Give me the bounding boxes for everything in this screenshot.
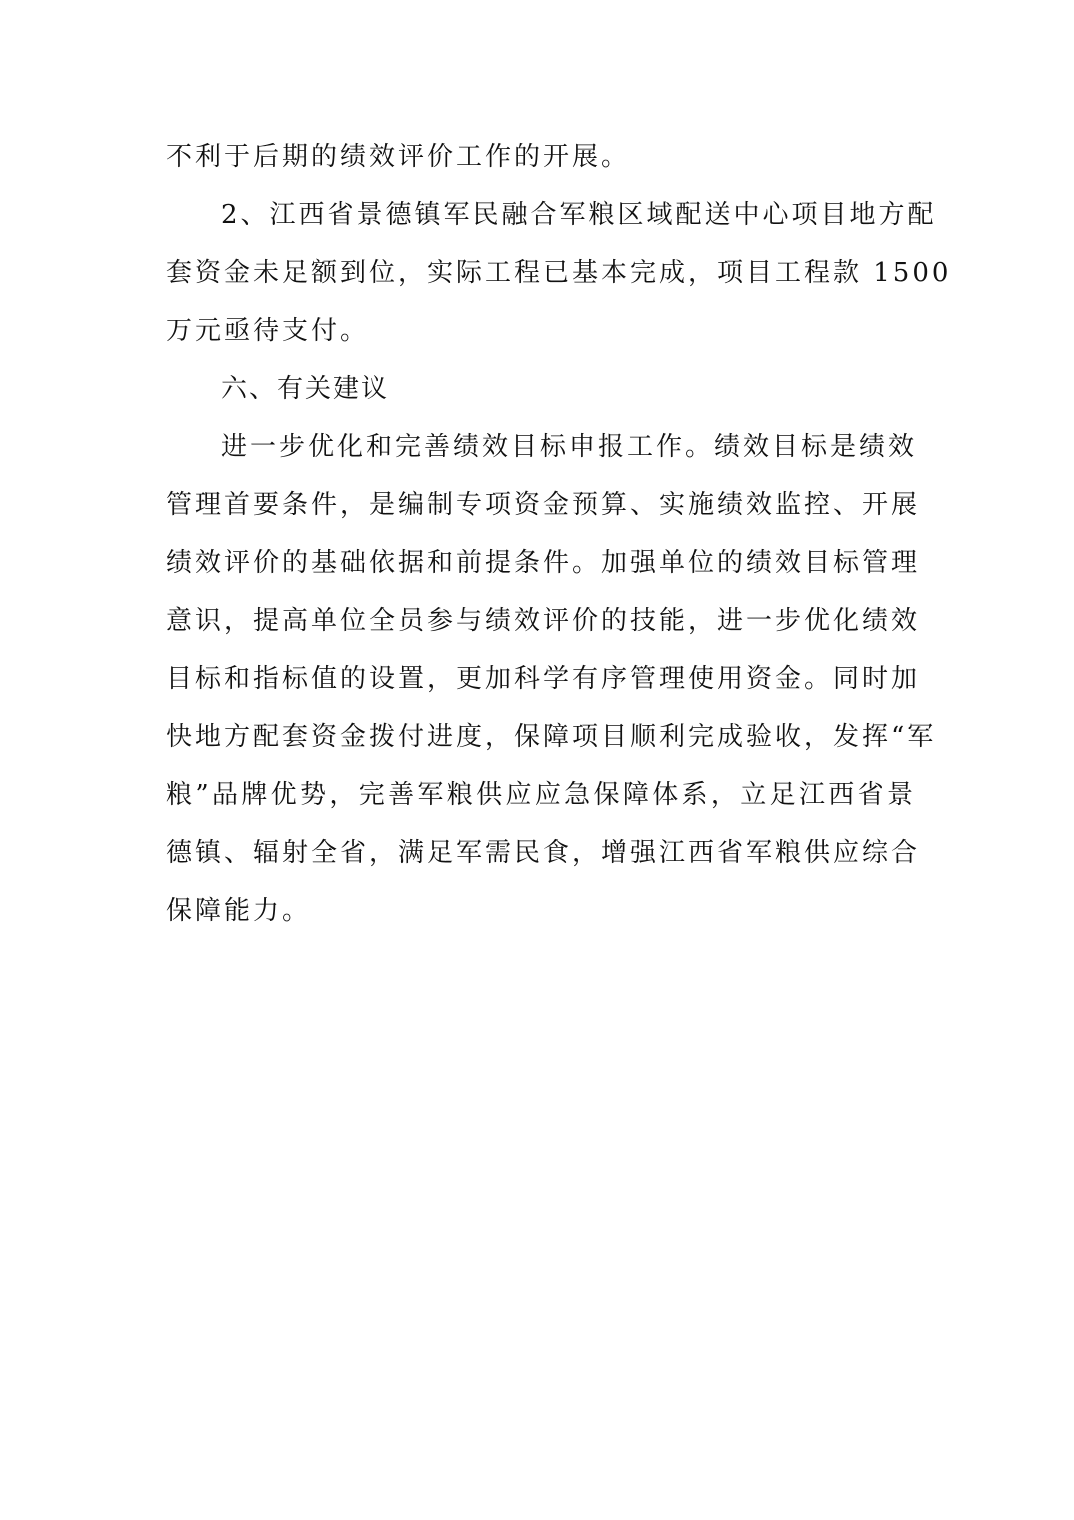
line-text: 德镇、辐射全省，满足军需民食，增强江西省军粮供应综合 bbox=[166, 838, 921, 868]
line-text: 保障能力。 bbox=[166, 896, 312, 926]
paragraph-line bbox=[166, 418, 916, 476]
paragraph-line bbox=[166, 824, 921, 882]
paragraph-line bbox=[166, 186, 937, 244]
paragraph-line bbox=[166, 302, 916, 360]
paragraph-line bbox=[166, 882, 916, 940]
line-text: 意识，提高单位全员参与绩效评价的技能，进一步优化绩效 bbox=[166, 606, 921, 636]
body-text bbox=[166, 128, 952, 940]
line-text: 绩效评价的基础依据和前提条件。加强单位的绩效目标管理 bbox=[166, 548, 921, 578]
line-text: 不利于后期的绩效评价工作的开展。 bbox=[166, 142, 631, 172]
paragraph-line bbox=[166, 766, 916, 824]
paragraph-line bbox=[166, 650, 921, 708]
line-text: 2、江西省景德镇军民融合军粮区域配送中心项目地方配 bbox=[221, 200, 937, 230]
paragraph-line bbox=[166, 244, 952, 302]
paragraph-line bbox=[166, 476, 921, 534]
paragraph-line bbox=[166, 128, 916, 186]
line-text: 万元亟待支付。 bbox=[166, 316, 370, 346]
paragraph-line bbox=[166, 534, 921, 592]
line-text: 套资金未足额到位，实际工程已基本完成，项目工程款 1500 bbox=[166, 258, 952, 288]
line-text: 粮”品牌优势，完善军粮供应应急保障体系，立足江西省景 bbox=[166, 780, 916, 810]
line-text: 目标和指标值的设置，更加科学有序管理使用资金。同时加 bbox=[166, 664, 921, 694]
paragraph-line bbox=[166, 592, 921, 650]
paragraph-line bbox=[166, 708, 937, 766]
line-text: 快地方配套资金拨付进度，保障项目顺利完成验收，发挥“军 bbox=[166, 722, 937, 752]
section-heading bbox=[166, 360, 916, 418]
heading-text: 六、有关建议 bbox=[221, 374, 390, 404]
line-text: 进一步优化和完善绩效目标申报工作。绩效目标是绩效 bbox=[221, 432, 918, 462]
line-text: 管理首要条件，是编制专项资金预算、实施绩效监控、开展 bbox=[166, 490, 921, 520]
